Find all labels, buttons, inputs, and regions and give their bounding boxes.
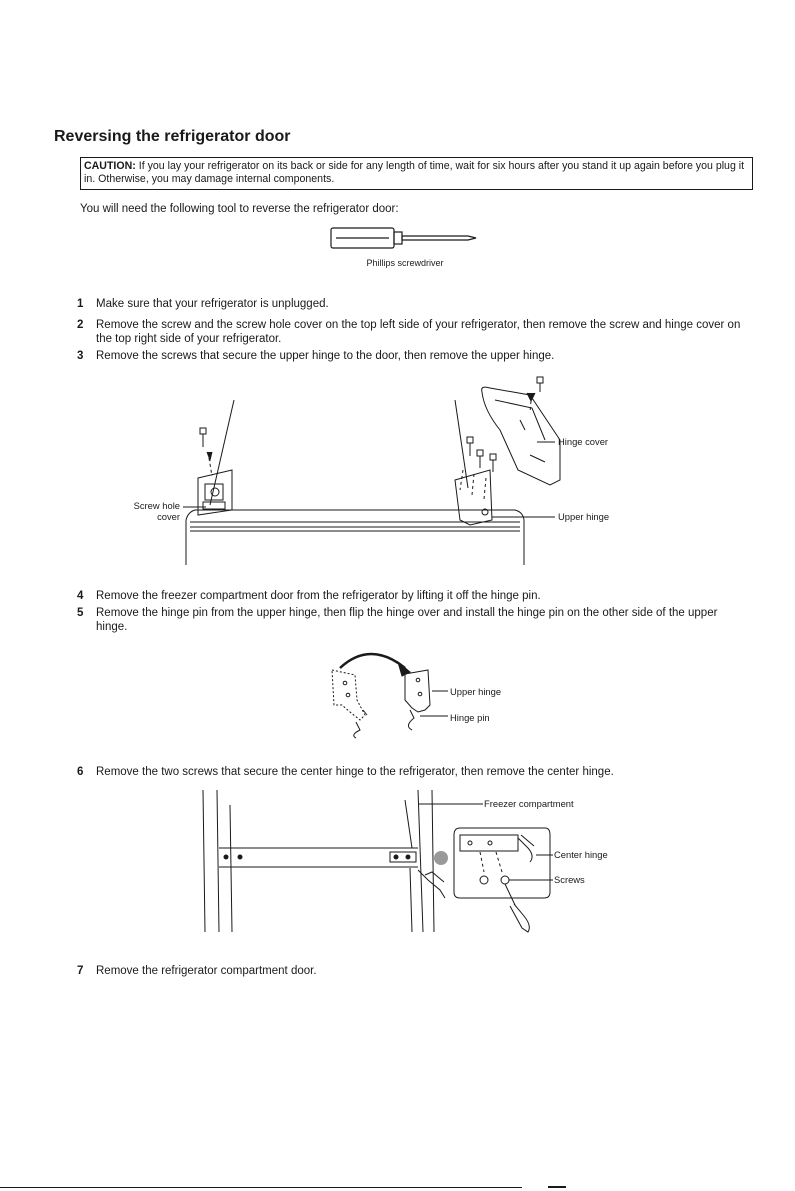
footer-mark	[548, 1186, 566, 1188]
hinge-pin-label: Hinge pin	[450, 712, 490, 723]
tool-caption: Phillips screwdriver	[366, 258, 444, 268]
step-text: Remove the screw and the screw hole cover on the top left side of your refrigerator, then remove the screw and hinge cover on the top right side of your refrigerator.	[96, 319, 741, 345]
caution-text: If you lay your refrigerator on its back or side for any length of time, wait for six hours after you stand it up again before you plug it in. Otherwise, you may damage internal components.	[84, 160, 745, 185]
caution-box	[80, 157, 753, 190]
section-heading: Reversing the refrigerator door	[54, 128, 291, 145]
step-number: 5	[77, 607, 84, 619]
step-text: Remove the two screws that secure the center hinge to the refrigerator, then remove the center hinge.	[96, 766, 614, 778]
tool-intro: You will need the following tool to reverse the refrigerator door:	[80, 203, 399, 215]
screw-hole-cover-label	[130, 500, 180, 522]
step-text: Remove the freezer compartment door from the refrigerator by lifting it off the hinge pin.	[96, 590, 541, 602]
step-number: 3	[77, 350, 84, 362]
step-text: Make sure that your refrigerator is unplugged.	[96, 298, 329, 310]
step-number: 7	[77, 965, 84, 977]
upper-hinge-label: Upper hinge	[558, 511, 610, 522]
upper-hinge-label-2: Upper hinge	[450, 686, 502, 697]
step-number: 1	[77, 298, 84, 310]
hinge-cover-label: Hinge cover	[558, 436, 609, 447]
label-line: cover	[157, 511, 180, 522]
step-number: 2	[77, 319, 84, 331]
footer-rule	[0, 1187, 522, 1188]
caution-label: CAUTION:	[84, 160, 136, 172]
center-hinge-label: Center hinge	[554, 849, 608, 860]
step-number: 4	[77, 590, 84, 602]
step-number: 6	[77, 766, 84, 778]
screws-label: Screws	[554, 874, 585, 885]
step-text: Remove the refrigerator compartment door.	[96, 965, 317, 977]
step-text: Remove the hinge pin from the upper hinge, then flip the hinge over and install the hinge pin on the other side of the upper hinge.	[96, 607, 718, 633]
freezer-compartment-label: Freezer compartment	[484, 798, 574, 809]
label-line: Screw hole	[133, 500, 180, 511]
step-text: Remove the screws that secure the upper hinge to the door, then remove the upper hinge.	[96, 350, 555, 362]
